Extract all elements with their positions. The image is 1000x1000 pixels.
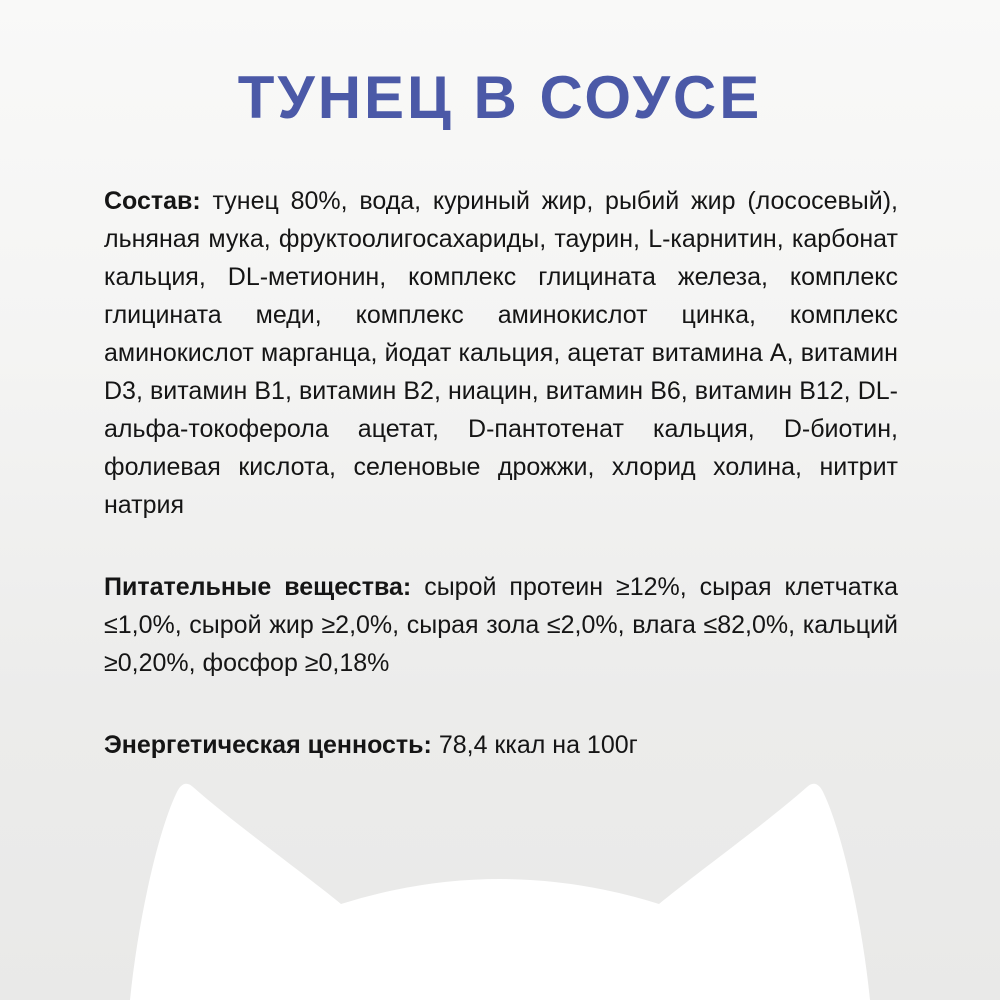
label-text-block	[104, 182, 898, 764]
nutrients-paragraph	[104, 568, 898, 682]
product-title: ТУНЕЦ В СОУСЕ	[237, 64, 763, 131]
composition-label: Состав:	[104, 187, 201, 215]
composition-paragraph	[104, 182, 898, 524]
energy-text: 78,4 ккал на 100г	[438, 731, 638, 759]
composition-text: тунец 80%, вода, куриный жир, рыбий жир (лососевый), льняная мука, фруктоолигосахариды, таурин, L-карнитин, карбонат кальция, DL-метионин, комплекс глицината железа, комплекс глицината меди, комплекс аминокислот цинка, комплекс аминокислот марганца, йодат кальция, ацетат витамина А, витамин D3, витамин B1, витамин B2, ниацин, витамин B6, витамин B12, DL-альфа-токоферола ацетат, D-пантотенат кальция, D-биотин, фолиевая кислота, селеновые дрожжи, хлорид холина, нитрит натрия	[104, 187, 898, 519]
nutrients-text: сырой протеин ≥12%, сырая клетчатка ≤1,0%, сырой жир ≥2,0%, сырая зола ≤2,0%, влага ≤82,0%, кальций ≥0,20%, фосфор ≥0,18%	[104, 573, 898, 677]
energy-label: Энергетическая ценность:	[104, 731, 432, 759]
nutrients-label: Питательные вещества:	[104, 573, 412, 601]
cat-head-silhouette-icon	[0, 750, 1000, 1000]
